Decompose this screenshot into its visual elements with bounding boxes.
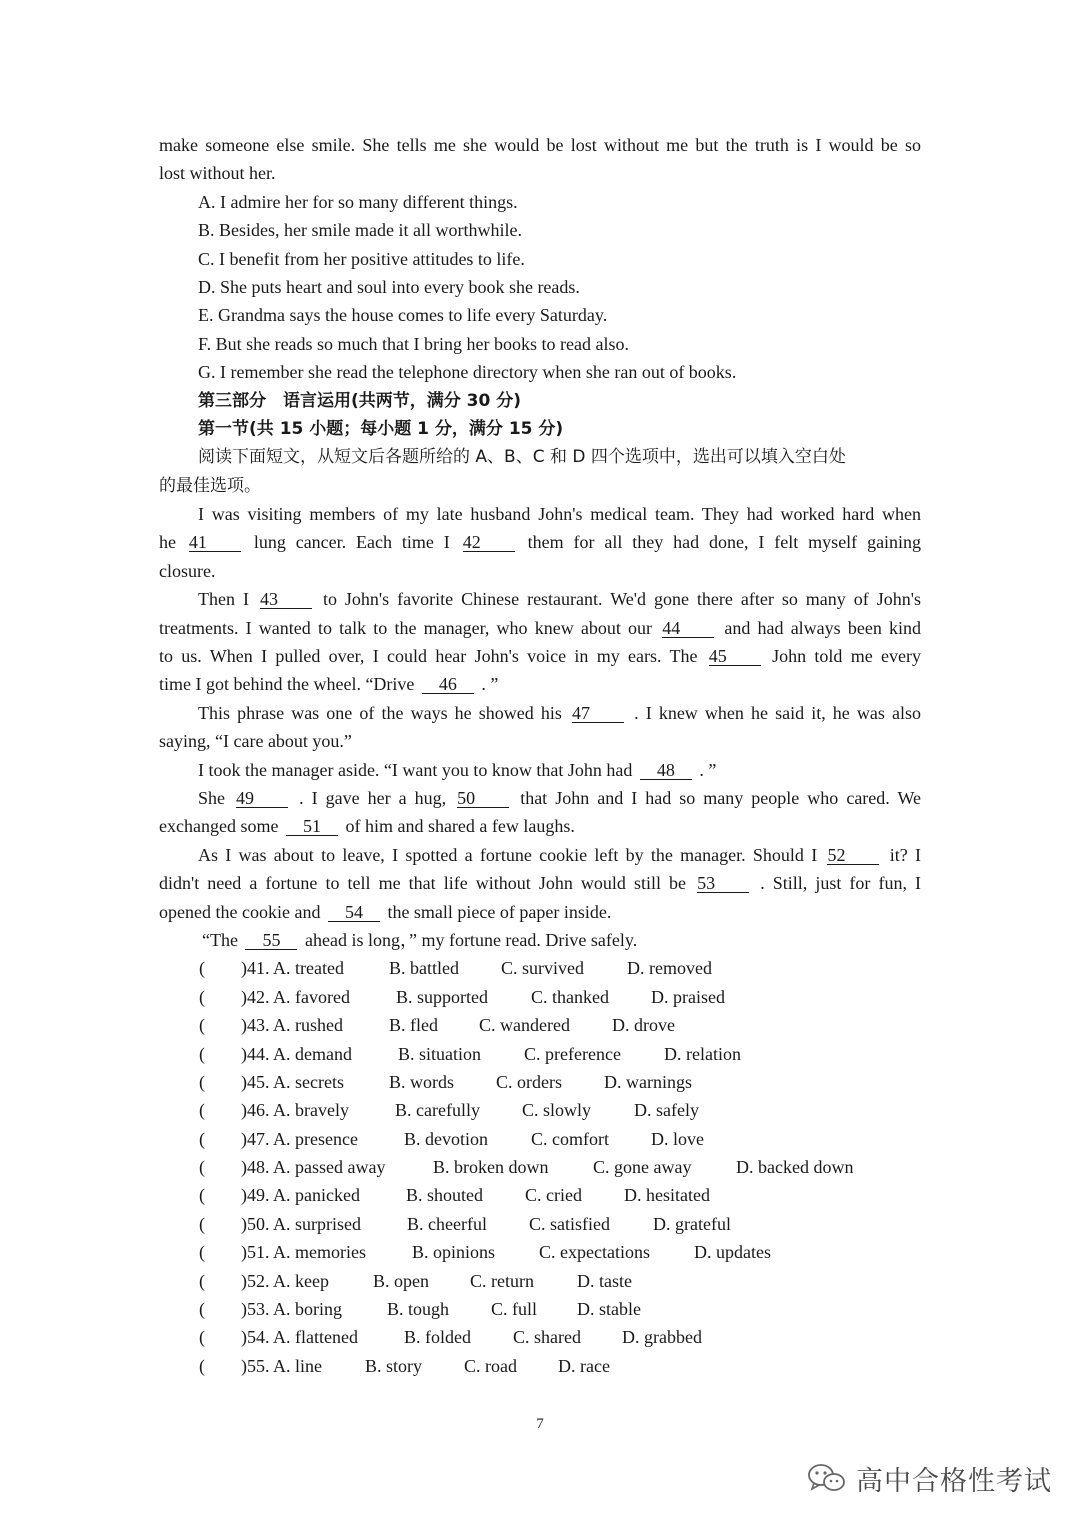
- cloze-text: . ”: [699, 759, 717, 780]
- cloze-text: opened the cookie and: [159, 901, 321, 922]
- question-choice-b: B. broken down: [433, 1157, 549, 1178]
- question-choice-c: C. comfort: [531, 1128, 609, 1149]
- question-row: [159, 1295, 921, 1323]
- question-choice-c: C. slowly: [522, 1100, 592, 1121]
- cloze-line: [159, 784, 921, 812]
- question-choice-d: D. warnings: [604, 1071, 692, 1092]
- option-g: G. I remember she read the telephone directory when she ran out of books.: [198, 362, 737, 383]
- question-choice-b: B. opinions: [412, 1242, 496, 1263]
- passage-line: lost without her.: [159, 163, 276, 184]
- question-choice-b: B. cheerful: [407, 1213, 487, 1234]
- question-choice-c: C. satisfied: [529, 1213, 610, 1234]
- cloze-line: [159, 699, 921, 727]
- cloze-text: exchanged some: [159, 816, 279, 837]
- cloze-text: . ”: [481, 674, 499, 695]
- cloze-text: the small piece of paper inside.: [387, 901, 612, 922]
- question-choice-a: ( )43. A. rushed: [199, 1015, 343, 1036]
- question-row: [159, 1040, 921, 1068]
- question-choice-b: B. shouted: [406, 1185, 484, 1206]
- question-row: [159, 954, 921, 982]
- question-row: [159, 1011, 921, 1039]
- cloze-line: [159, 614, 921, 642]
- blank-47: 47: [572, 704, 624, 723]
- question-choice-a: ( )49. A. panicked: [199, 1185, 360, 1206]
- blank-43: 43: [260, 590, 312, 609]
- question-choice-c: C. return: [470, 1270, 534, 1291]
- question-choice-d: D. updates: [694, 1242, 771, 1263]
- question-choice-c: C. thanked: [531, 986, 609, 1007]
- question-choice-c: C. orders: [496, 1071, 562, 1092]
- cloze-text: he: [159, 532, 176, 553]
- question-choice-b: B. carefully: [395, 1100, 480, 1121]
- question-choice-d: D. removed: [627, 958, 712, 979]
- question-choice-a: ( )51. A. memories: [199, 1242, 366, 1263]
- question-choice-c: C. gone away: [593, 1157, 692, 1178]
- cloze-line: saying, “I care about you.”: [159, 731, 352, 752]
- blank-53: 53: [697, 874, 749, 893]
- watermark-text: 高中合格性考试: [856, 1465, 1052, 1497]
- question-choice-c: C. preference: [524, 1043, 621, 1064]
- page-content: [159, 131, 921, 1380]
- blank-55: 55: [245, 931, 297, 950]
- watermark: [806, 1456, 1052, 1500]
- cloze-text: it? I: [889, 844, 922, 865]
- option-f: F. But she reads so much that I bring her books to read also.: [198, 333, 629, 354]
- question-choice-a: ( )41. A. treated: [199, 958, 344, 979]
- question-choice-c: C. road: [464, 1355, 517, 1376]
- cloze-text: As I was about to leave, I spotted a fortune cookie left by the manager. Should I: [198, 844, 818, 865]
- option-d: D. She puts heart and soul into every book she reads.: [198, 276, 580, 297]
- passage-line: make someone else smile. She tells me she would be lost without me but the truth is I would be so: [159, 135, 921, 155]
- question-list: [159, 954, 921, 1380]
- cloze-text: that John and I had so many people who cared. We: [520, 787, 922, 808]
- question-choice-d: D. stable: [577, 1299, 641, 1320]
- cloze-text: of him and shared a few laughs.: [345, 816, 575, 837]
- cloze-line: [159, 528, 921, 556]
- blank-42: 42: [463, 533, 515, 552]
- cloze-text: didn't need a fortune to tell me that life without John would still be: [159, 873, 687, 894]
- cloze-text: This phrase was one of the ways he showed his: [198, 702, 562, 723]
- question-choice-b: B. tough: [387, 1299, 450, 1320]
- page-number: 7: [536, 1416, 544, 1432]
- blank-41: 41: [189, 533, 241, 552]
- instruction-line: 阅读下面短文，从短文后各题所给的 A、B、C 和 D 四个选项中，选出可以填入空白处: [198, 447, 846, 468]
- question-row: [159, 1125, 921, 1153]
- question-choice-b: B. fled: [389, 1015, 438, 1036]
- question-choice-d: D. hesitated: [624, 1185, 710, 1206]
- instruction-line: 的最佳选项。: [159, 475, 261, 496]
- question-choice-b: B. open: [373, 1270, 429, 1291]
- cloze-text: to us. When I pulled over, I could hear John's voice in my ears. The: [159, 646, 698, 667]
- question-choice-a: ( )52. A. keep: [199, 1270, 329, 1291]
- question-choice-d: D. drove: [612, 1015, 675, 1036]
- cloze-text: I took the manager aside. “I want you to know that John had: [198, 759, 633, 780]
- question-choice-c: C. cried: [525, 1185, 582, 1206]
- blank-54: 54: [328, 903, 380, 922]
- option-e: E. Grandma says the house comes to life every Saturday.: [198, 305, 608, 326]
- blank-44: 44: [662, 619, 714, 638]
- question-choice-d: D. relation: [664, 1043, 741, 1064]
- question-choice-a: ( )54. A. flattened: [199, 1327, 358, 1348]
- question-choice-b: B. folded: [404, 1327, 471, 1348]
- cloze-text: She: [198, 787, 225, 808]
- cloze-line: [159, 812, 921, 840]
- question-choice-d: D. praised: [651, 986, 725, 1007]
- question-choice-d: D. backed down: [736, 1157, 854, 1178]
- question-choice-c: C. expectations: [539, 1242, 650, 1263]
- question-choice-a: ( )42. A. favored: [199, 986, 350, 1007]
- question-choice-a: ( )47. A. presence: [199, 1128, 358, 1149]
- cloze-line: [159, 670, 921, 698]
- cloze-text: treatments. I wanted to talk to the manager, who knew about our: [159, 617, 653, 638]
- cloze-text: . I knew when he said it, he was also: [634, 702, 922, 723]
- question-choice-c: C. shared: [513, 1327, 581, 1348]
- question-choice-d: D. grateful: [653, 1213, 731, 1234]
- question-row: [159, 1210, 921, 1238]
- question-choice-c: C. full: [491, 1299, 538, 1320]
- cloze-line: [159, 898, 921, 926]
- cloze-line: [159, 869, 921, 897]
- cloze-text: . Still, just for fun, I: [760, 873, 922, 894]
- question-choice-a: ( )53. A. boring: [199, 1299, 342, 1320]
- option-b: B. Besides, her smile made it all worthwhile.: [198, 220, 522, 241]
- cloze-text: Then I: [198, 589, 249, 610]
- question-choice-c: C. wandered: [479, 1015, 570, 1036]
- question-choice-a: ( )45. A. secrets: [199, 1071, 344, 1092]
- cloze-text: . I gave her a hug,: [299, 787, 447, 808]
- part-heading: 第三部分 语言运用(共两节，满分 30 分): [198, 390, 522, 411]
- cloze-line: [159, 756, 921, 784]
- question-choice-d: D. grabbed: [622, 1327, 702, 1348]
- section-heading: 第一节(共 15 小题；每小题 1 分，满分 15 分): [198, 418, 564, 439]
- wechat-icon: [806, 1461, 846, 1495]
- cloze-text: time I got behind the wheel. “Drive: [159, 674, 415, 695]
- cloze-text: to John's favorite Chinese restaurant. We'd gone there after so many of John's: [322, 589, 922, 610]
- question-choice-d: D. safely: [634, 1100, 699, 1121]
- question-choice-b: B. supported: [396, 986, 488, 1007]
- question-choice-d: D. taste: [577, 1270, 632, 1291]
- cloze-line: closure.: [159, 560, 216, 581]
- option-c: C. I benefit from her positive attitudes to life.: [198, 248, 525, 269]
- cloze-text: John told me every: [772, 646, 921, 667]
- question-choice-a: ( )50. A. surprised: [199, 1213, 361, 1234]
- blank-48: 48: [640, 761, 692, 780]
- option-a: A. I admire her for so many different things.: [198, 191, 518, 212]
- question-choice-a: ( )44. A. demand: [199, 1043, 352, 1064]
- question-choice-a: ( )46. A. bravely: [199, 1100, 349, 1121]
- question-choice-b: B. battled: [389, 958, 459, 979]
- cloze-text: and had always been kind: [724, 617, 922, 638]
- question-row: [159, 1068, 921, 1096]
- question-choice-c: C. survived: [501, 958, 584, 979]
- blank-50: 50: [457, 789, 509, 808]
- question-row: [159, 1238, 921, 1266]
- question-row: [159, 1096, 921, 1124]
- question-choice-d: D. race: [558, 1355, 610, 1376]
- blank-52: 52: [827, 846, 879, 865]
- cloze-line: I was visiting members of my late husband John's medical team. They had worked hard when: [198, 504, 921, 525]
- question-row: [159, 1323, 921, 1351]
- question-choice-b: B. situation: [398, 1043, 482, 1064]
- question-row: [159, 1153, 921, 1181]
- blank-51: 51: [286, 817, 338, 836]
- cloze-line: [159, 841, 921, 869]
- blank-45: 45: [709, 647, 761, 666]
- question-choice-b: B. story: [365, 1355, 423, 1376]
- cloze-line: [159, 585, 921, 613]
- cloze-text: “The: [202, 929, 238, 950]
- cloze-text: them for all they had done, I felt myself gaining: [527, 532, 922, 553]
- question-choice-b: B. words: [389, 1071, 455, 1092]
- question-choice-a: ( )48. A. passed away: [199, 1157, 386, 1178]
- cloze-text: lung cancer. Each time I: [253, 532, 450, 553]
- question-choice-d: D. love: [651, 1128, 704, 1149]
- cloze-text: ahead is long，” my fortune read. Drive safely.: [304, 929, 638, 950]
- question-choice-b: B. devotion: [404, 1128, 488, 1149]
- blank-46: 46: [422, 675, 474, 694]
- question-choice-a: ( )55. A. line: [199, 1355, 322, 1376]
- cloze-line: [159, 926, 921, 954]
- blank-49: 49: [236, 789, 288, 808]
- question-row: [159, 1181, 921, 1209]
- question-row: [159, 1267, 921, 1295]
- cloze-line: [159, 642, 921, 670]
- question-row: [159, 1352, 921, 1380]
- question-row: [159, 983, 921, 1011]
